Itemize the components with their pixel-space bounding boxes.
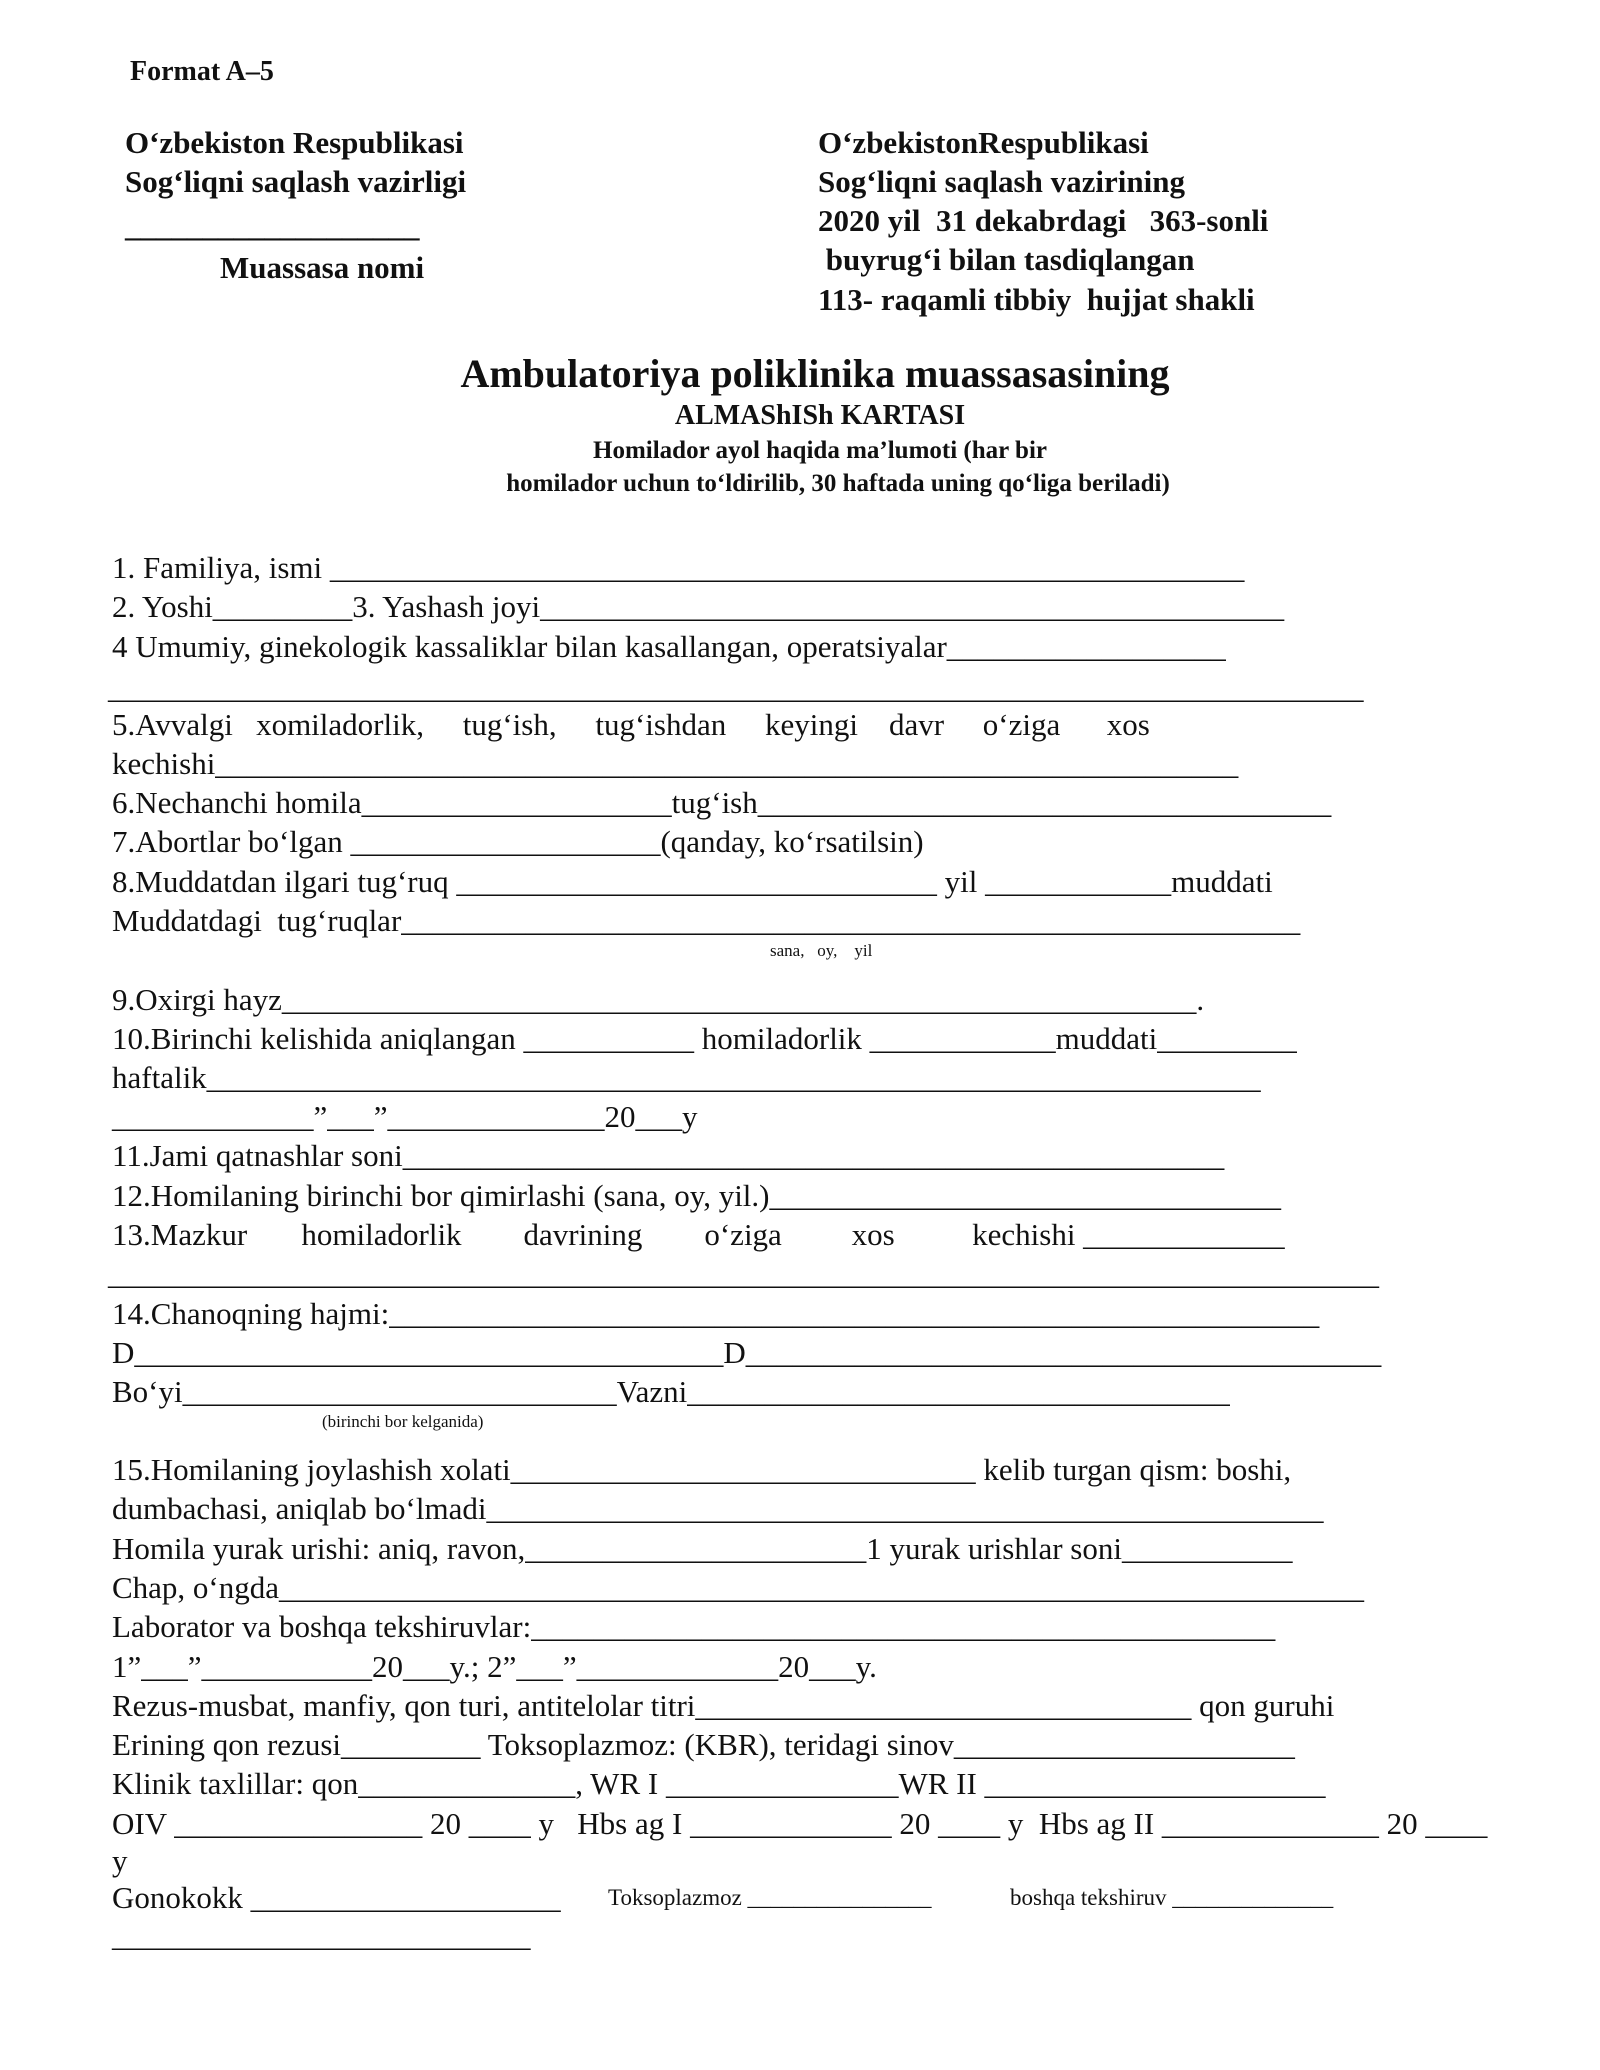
right-header-line1: O‘zbekistonRespublikasi <box>818 125 1149 160</box>
field-kasalliklar-continued[interactable]: _________________________________________________________________________________ <box>108 670 1364 705</box>
field-oxirgi-hayz[interactable]: 9.Oxirgi hayz___________________________________________________________. <box>112 982 1205 1017</box>
field-rezus-titri[interactable]: Rezus-musbat, manfiy, qon turi, antitelolar titri________________________________ qon guruhi <box>112 1688 1335 1723</box>
left-header-line2: Sog‘liqni saqlash vazirligi <box>125 164 467 199</box>
field-familiya-ismi[interactable]: 1. Familiya, ismi ___________________________________________________________ <box>112 550 1245 585</box>
field-chap-ongda[interactable]: Chap, o‘ngda______________________________________________________________________ <box>112 1570 1365 1605</box>
field-oiv-hbsag[interactable]: OIV ________________ 20 ____ y Hbs ag I _____________ 20 ____ y Hbs ag II ______________ 20 ____ <box>112 1806 1488 1841</box>
field-year-suffix: y <box>112 1843 128 1878</box>
field-mazkur-homiladorlik[interactable]: 13.Mazkur homiladorlik davrining o‘ziga xos kechishi _____________ <box>112 1217 1285 1252</box>
field-kechishi[interactable]: kechishi__________________________________________________________________ <box>112 746 1239 781</box>
field-muddatdagi-tugruqlar[interactable]: Muddatdagi tug‘ruqlar__________________________________________________________ <box>112 903 1301 938</box>
field-dumbachasi[interactable]: dumbachasi, aniqlab bo‘lmadi______________________________________________________ <box>112 1491 1324 1526</box>
field-birinchi-qimirlashi[interactable]: 12.Homilaning birinchi bor qimirlashi (sana, oy, yil.)_________________________________ <box>112 1178 1281 1213</box>
left-header-line1: O‘zbekiston Respublikasi <box>125 125 464 160</box>
format-label: Format A–5 <box>130 56 274 87</box>
field-birinchi-bor-note: (birinchi bor kelganida) <box>322 1412 484 1431</box>
field-klinik-taxlillar[interactable]: Klinik taxlillar: qon______________, WR I _______________WR II ______________________ <box>112 1766 1326 1801</box>
field-haftalik[interactable]: haftalik____________________________________________________________________ <box>112 1060 1261 1095</box>
field-yoshi-yashash-joyi[interactable]: 2. Yoshi_________3. Yashash joyi________________________________________________ <box>112 589 1285 624</box>
field-sana[interactable]: _____________”___”______________20___y <box>112 1099 698 1134</box>
field-gonokokk[interactable]: Gonokokk ____________________ <box>112 1880 561 1915</box>
field-tekshiruv-sanalari[interactable]: 1”___”___________20___y.; 2”___”_____________20___y. <box>112 1649 877 1684</box>
document-subtitle: ALMAShISh KARTASI <box>674 400 966 431</box>
field-yurak-urishi[interactable]: Homila yurak urishi: aniq, ravon,______________________1 yurak urishlar soni___________ <box>112 1531 1293 1566</box>
right-header-line5: 113- raqamli tibbiy hujjat shakli <box>818 282 1255 317</box>
field-muddatdan-ilgari-tugruq[interactable]: 8.Muddatdan ilgari tug‘ruq _______________________________ yil ____________muddati <box>112 864 1273 899</box>
field-chanoq-d[interactable]: D______________________________________D_________________________________________ <box>112 1335 1382 1370</box>
field-kasalliklar[interactable]: 4 Umumiy, ginekologik kassaliklar bilan kasallangan, operatsiyalar__________________ <box>112 629 1226 664</box>
field-mazkur-continued[interactable]: __________________________________________________________________________________ <box>108 1256 1379 1291</box>
field-final-blank[interactable]: ___________________________ <box>112 1918 531 1953</box>
field-joylashish-xolati[interactable]: 15.Homilaning joylashish xolati______________________________ kelib turgan qism: boshi, <box>112 1452 1292 1487</box>
right-header-line3: 2020 yil 31 dekabrdagi 363-sonli <box>818 203 1269 238</box>
field-erining-qon-rezusi[interactable]: Erining qon rezusi_________ Toksoplazmoz: (KBR), teridagi sinov______________________ <box>112 1727 1295 1762</box>
field-chanoq-hajmi[interactable]: 14.Chanoqning hajmi:____________________________________________________________ <box>112 1296 1320 1331</box>
field-avvalgi-xomiladorlik: 5.Avvalgi xomiladorlik, tug‘ish, tug‘ishdan keyingi davr o‘ziga xos <box>112 707 1150 742</box>
field-toksoplazmoz[interactable]: Toksoplazmoz ________________ <box>608 1885 932 1910</box>
field-birinchi-kelishida[interactable]: 10.Birinchi kelishida aniqlangan ___________ homiladorlik ____________muddati_________ <box>112 1021 1297 1056</box>
right-header-line4: buyrug‘i bilan tasdiqlangan <box>818 242 1195 277</box>
field-abortlar[interactable]: 7.Abortlar bo‘lgan ____________________(qanday, ko‘rsatilsin) <box>112 824 924 859</box>
institution-name-line[interactable]: ___________________ <box>125 208 420 243</box>
field-nechanchi-homila[interactable]: 6.Nechanchi homila____________________tug‘ish_____________________________________ <box>112 785 1332 820</box>
document-description-line1: Homilador ayol haqida ma’lumoti (har bir <box>593 437 1047 464</box>
field-laborator-tekshiruvlar[interactable]: Laborator va boshqa tekshiruvlar:________________________________________________ <box>112 1609 1276 1644</box>
field-jami-qatnashlar[interactable]: 11.Jami qatnashlar soni_____________________________________________________ <box>112 1138 1225 1173</box>
institution-name-label: Muassasa nomi <box>220 250 425 285</box>
right-header-line2: Sog‘liqni saqlash vazirining <box>818 164 1185 199</box>
field-boyi-vazni[interactable]: Bo‘yi____________________________Vazni___________________________________ <box>112 1374 1230 1409</box>
document-description-line2: homilador uchun to‘ldirilib, 30 haftada uning qo‘liga beriladi) <box>506 470 1170 497</box>
field-boshqa-tekshiruv[interactable]: boshqa tekshiruv ______________ <box>1010 1885 1334 1910</box>
field-date-hint: sana, oy, yil <box>770 941 873 960</box>
document-title: Ambulatoriya poliklinika muassasasining <box>460 351 1170 396</box>
